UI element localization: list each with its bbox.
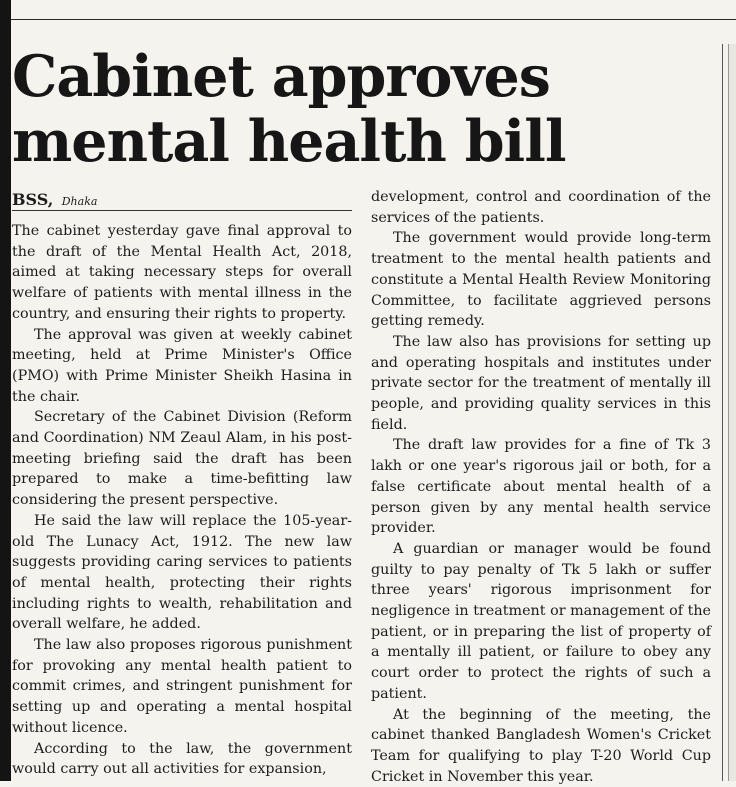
adjacent-column-edge: [728, 44, 736, 781]
paragraph: At the beginning of the meeting, the cabinet thanked Bangladesh Women's Cricket Team for qualifying to play T-20 World Cup Cricket in November this year.: [371, 706, 711, 785]
paragraph: According to the law, the government would carry out all activities for expansion,: [12, 740, 352, 778]
paragraph: The law also proposes rigorous punishment for provoking any mental health patient to commit crimes, and stringent punishment for setting up and operating a mental hospital without licence.: [12, 637, 352, 736]
paragraph: The cabinet yesterday gave final approval to the draft of the Mental Health Act, 2018, aimed at taking necessary steps for overall welfare of patients with mental illness in the country, and ensuring their rights to property.: [12, 223, 352, 322]
page-edge-shadow: [0, 0, 11, 781]
byline-city: Dhaka: [61, 195, 98, 208]
article-column-right: [371, 187, 711, 787]
paragraph: Secretary of the Cabinet Division (Reform and Coordination) NM Zeaul Alam, in his post-meeting briefing said the draft has been prepared to make a time-befitting law considering the present perspective.: [12, 409, 352, 509]
headline: Cabinet approves mental health bill: [12, 43, 566, 175]
paragraph: The law also has provisions for setting up and operating hospitals and institutes under private sector for the treatment of mentally ill people, and providing quality services in this field.: [371, 333, 711, 433]
byline-agency: BSS,: [12, 190, 54, 209]
paragraph: The government would provide long-term treatment to the mental health patients and constitute a Mental Health Review Monitoring Committee, to facilitate aggrieved persons getting remedy.: [371, 230, 711, 330]
byline-rule: [12, 210, 352, 211]
article-column-left: [12, 221, 352, 780]
paragraph: A guardian or manager would be found guilty to pay penalty of Tk 5 lakh or suffer three years' rigorous imprisonment for negligence in treatment or management of the patient, or in preparing the list of property of a mentally ill patient, or failure to obey any court order to protect the rights of such a patient.: [371, 540, 711, 702]
top-rule: [11, 19, 736, 20]
paragraph: development, control and coordination of the services of the patients.: [371, 189, 711, 226]
column-divider-right: [722, 44, 723, 781]
paragraph: The approval was given at weekly cabinet meeting, held at Prime Minister's Office (PMO) with Prime Minister Sheikh Hasina in the chair.: [12, 326, 352, 405]
paragraph: He said the law will replace the 105-year-old The Lunacy Act, 1912. The new law suggests providing caring services to patients of mental health, protecting their rights including rights to wealth, rehabilitation and overall welfare, he added.: [12, 512, 352, 633]
paragraph: The draft law provides for a fine of Tk 3 lakh or one year's rigorous jail or both, for a false certificate about mental health of a person given by any mental health service provider.: [371, 437, 711, 537]
byline: [12, 190, 97, 209]
